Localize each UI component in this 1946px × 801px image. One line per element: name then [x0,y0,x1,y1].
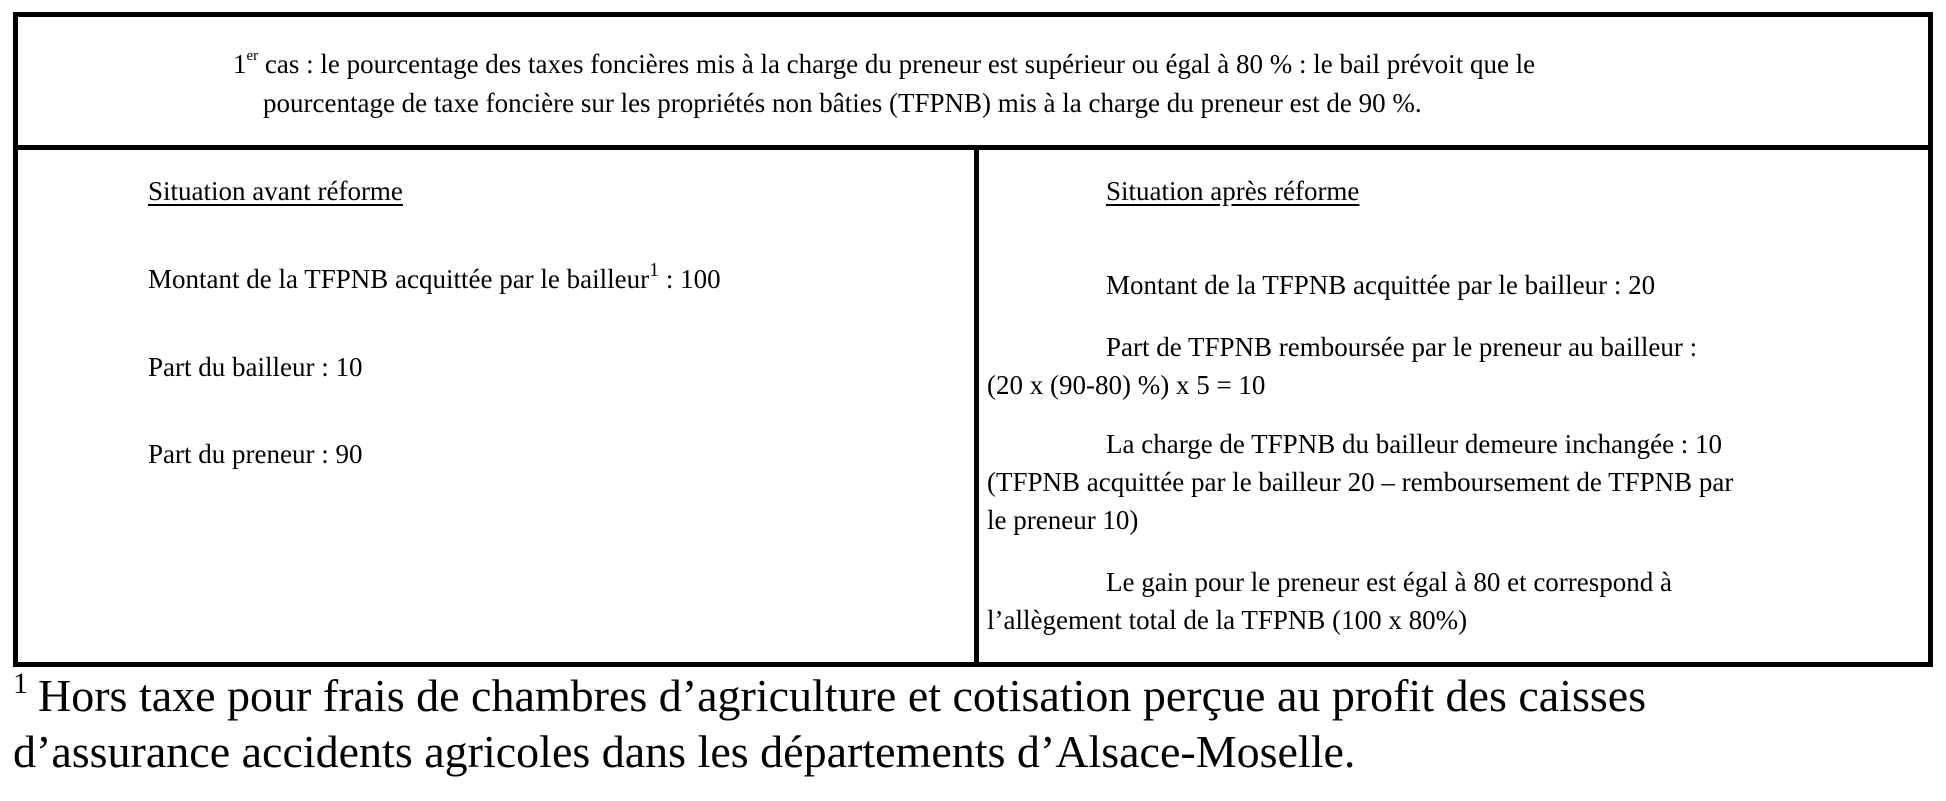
after-part-line-2: (20 x (90-80) %) x 5 = 10 [987,370,1266,400]
example-table [13,12,1933,667]
case-header-line-1 [233,45,1535,83]
footnote-line-2: d’assurance accidents agricoles dans les départements d’Alsace-Moselle. [13,726,1356,777]
before-montant-value: : 100 [659,264,721,294]
case-number: 1 [233,49,247,79]
case-header-text-1: cas : le pourcentage des taxes foncières mis à la charge du preneur est supérieur ou égal à 80 % : le bail prévoit que le [258,49,1536,79]
ordinal-suffix: er [246,48,259,64]
after-charge-line-2: (TFPNB acquittée par le bailleur 20 – remboursement de TFPNB par [987,467,1734,497]
after-gain-line-1: Le gain pour le preneur est égal à 80 et correspond à [1106,567,1673,597]
after-part-line-1: Part de TFPNB remboursée par le preneur au bailleur : [1106,332,1698,362]
before-part-preneur: Part du preneur : 90 [148,439,363,469]
footnote-mark: 1 [13,667,28,700]
footnote-line-1 [13,668,1646,724]
after-montant: Montant de la TFPNB acquittée par le bailleur : 20 [1106,270,1656,300]
footnote [13,668,1646,780]
case-header-line-2: pourcentage de taxe foncière sur les propriétés non bâties (TFPNB) mis à la charge du preneur est de 90 %. [263,88,1422,118]
after-gain-line-2: l’allègement total de la TFPNB (100 x 80%) [987,605,1468,635]
before-reform-title: Situation avant réforme [148,176,403,206]
after-reform-title: Situation après réforme [1106,176,1360,206]
after-charge-line-1: La charge de TFPNB du bailleur demeure inchangée : 10 [1106,429,1723,459]
column-divider [974,150,979,662]
case-header [18,17,1928,150]
before-part-bailleur: Part du bailleur : 10 [148,352,363,382]
footnote-reference: 1 [649,259,660,281]
before-montant-line [148,260,721,298]
footnote-text-1: Hors taxe pour frais de chambres d’agriculture et cotisation perçue au profit des caisses [38,670,1647,721]
before-montant-text: Montant de la TFPNB acquittée par le bailleur [148,264,650,294]
after-charge-line-3: le preneur 10) [987,505,1139,535]
